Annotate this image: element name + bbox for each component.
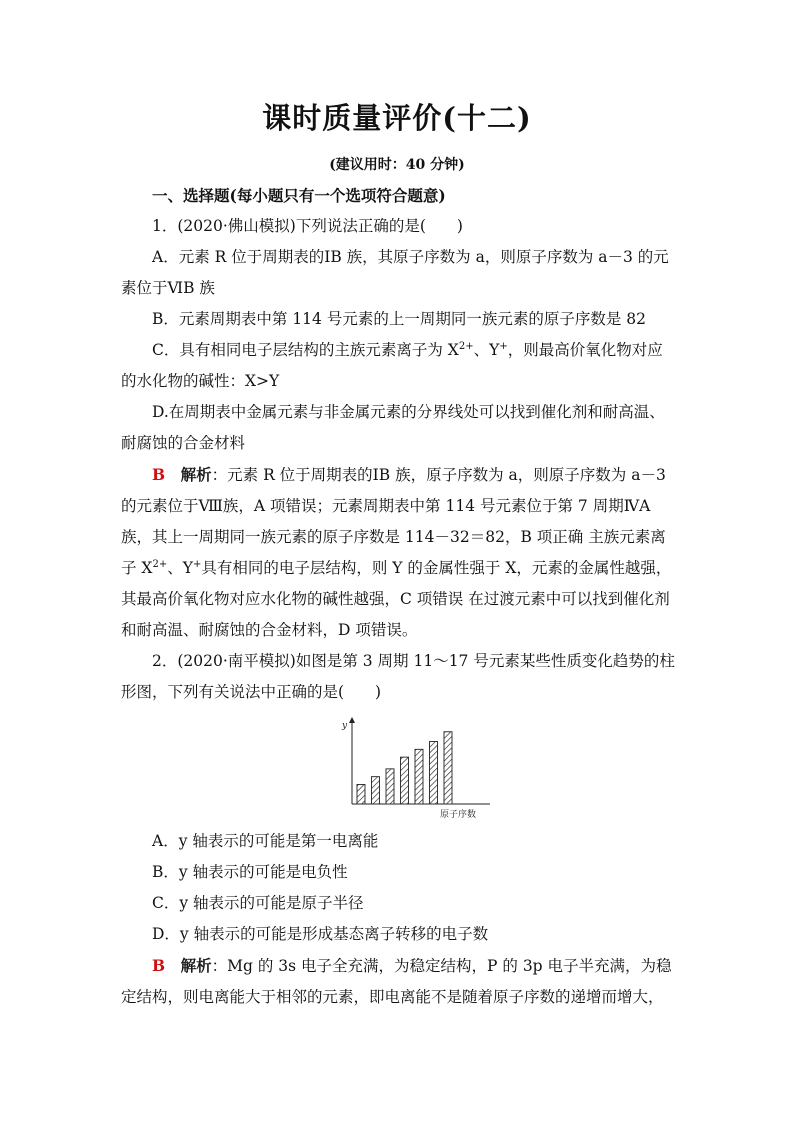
bar-chart-svg <box>336 716 496 820</box>
bars-group <box>357 732 452 804</box>
section-heading: 一、选择题(每小题只有一个选项符合题意) <box>152 186 446 205</box>
q2-analysis-label: 解析 <box>180 956 212 975</box>
q1-option-b: B．元素周期表中第 114 号元素的上一周期同一族元素的原子序数是 82 <box>152 310 646 328</box>
q2-bar-chart <box>121 716 677 820</box>
q1-analysis-text-2: 、Y <box>167 559 193 577</box>
q2-answer: B <box>152 956 166 975</box>
q2-option-a: A．y 轴表示的可能是第一电离能 <box>152 832 379 850</box>
q1-analysis-text-3: 具有相同的电子层结构，则 Y 的金属性强于 X，元素的金属性越强，其最高价氧化物对应水化物的碱性越强，C 项错误 在过渡元素中可以找到催化剂和耐高温、耐腐蚀的合金材料，D 项错误。 <box>121 559 672 639</box>
q2-option-b: B．y 轴表示的可能是电负性 <box>152 863 348 881</box>
page-title: 课时质量评价(十二) <box>262 101 532 135</box>
q1-stem: 1．(2020·佛山模拟)下列说法正确的是( ) <box>152 217 463 235</box>
time-note: (建议用时：40 分钟) <box>329 157 465 173</box>
q1-option-c <box>121 335 677 397</box>
bar-14 <box>401 757 409 804</box>
q1-analysis-label: 解析 <box>180 465 212 484</box>
q2-analysis <box>121 950 677 1013</box>
q1-analysis-sup-1: 2+ <box>152 558 168 570</box>
q1-option-c-text-1: C．具有相同电子层结构的主族元素离子为 X <box>152 341 459 359</box>
y-axis-label: y <box>342 721 348 731</box>
q1-option-c-sup-2: + <box>499 340 508 352</box>
q2-analysis-text: ：Mg 的 3s 电子全充满，为稳定结构，P 的 3p 电子半充满，为稳定结构，则电离能大于相邻的元素，即电离能不是随着原子序数的递增而增大， <box>121 957 672 1006</box>
q1-option-c-text-3: ，则最高价氧化物对应的水化物的碱性：X>Y <box>121 341 663 390</box>
bar-17 <box>444 732 452 804</box>
q2-option-c: C．y 轴表示的可能是原子半径 <box>152 894 364 912</box>
q1-analysis <box>121 459 677 646</box>
bar-12 <box>372 777 380 804</box>
content-body <box>121 180 677 1013</box>
q1-option-c-text-2: 、Y <box>473 341 500 359</box>
q1-answer: B <box>152 465 166 484</box>
bar-13 <box>386 769 394 804</box>
q1-option-c-sup-1: 2+ <box>458 340 474 352</box>
q2-option-d: D．y 轴表示的可能是形成基态离子转移的电子数 <box>152 925 489 943</box>
q1-analysis-sup-2: + <box>192 558 202 570</box>
q1-option-d: D.在周期表中金属元素与非金属元素的分界线处可以找到催化剂和耐高温、耐腐蚀的合金材料 <box>121 403 665 452</box>
bar-11 <box>357 784 365 804</box>
bar-16 <box>430 742 438 804</box>
q1-analysis-text-1: ：元素 R 位于周期表的ⅠB 族，原子序数为 a，则原子序数为 a－3 的元素位于Ⅷ族，A 项错误；元素周期表中第 114 号元素位于第 7 周期ⅣA 族，其上一周期同一族元素的原子序数是 114－32＝82，B 项正确 主族元素离子 X <box>121 466 666 577</box>
q2-stem: 2．(2020·南平模拟)如图是第 3 周期 11～17 号元素某些性质变化趋势的柱形图，下列有关说法中正确的是( ) <box>121 652 675 701</box>
x-axis-label: 原子序数 <box>440 810 477 820</box>
bar-15 <box>415 749 423 804</box>
q1-option-a: A．元素 R 位于周期表的ⅠB 族，其原子序数为 a，则原子序数为 a－3 的元素位于ⅥB 族 <box>121 248 669 297</box>
